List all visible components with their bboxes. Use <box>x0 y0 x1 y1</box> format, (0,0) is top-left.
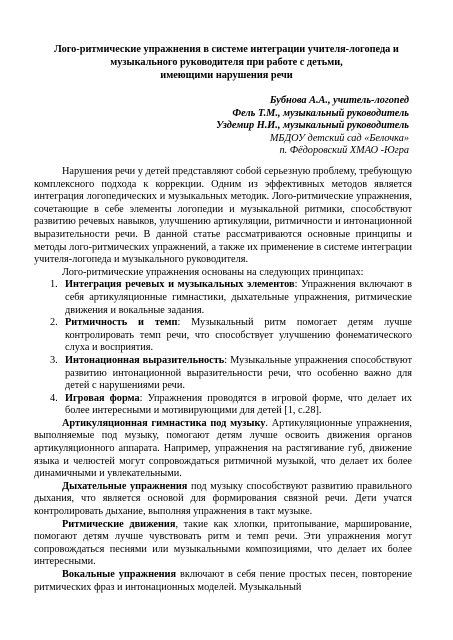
author-line: Уздемир Н.И., музыкальный руководитель <box>216 120 409 132</box>
title-line-2: музыкального руководителя при работе с детьми, <box>110 57 343 68</box>
intro-paragraph: Нарушения речи у детей представляют собой серьезную проблему, требующую комплексного подхода к коррекции. Одним из эффективных методов является интеграция логопедических и музыкальных методик. Лого-ритмические упражнения, сочетающие в себе элементы логопедии и музыкальной ритмики, способствуют развитию речевых навыков, улучшению артикуляции, ритмичности и интонационной выразительности речи. В данной статье рассматриваются основные принципы и методы лого-ритмических упражнений, а также их применение в системе интеграции учителя-логопеда и музыкального руководителя. <box>34 166 412 266</box>
list-number: 1. <box>50 279 58 291</box>
list-term: Интеграция речевых и музыкальных элементов <box>65 279 295 291</box>
paragraph-text: включают в себя пение простых песен, повторение ритмических фраз и интонационных моделей. Музыкальный <box>34 569 413 593</box>
list-term: Интонационная выразительность <box>65 354 225 366</box>
paragraph-term: Артикуляционная гимнастика под музыку <box>62 417 266 429</box>
body-paragraph <box>34 481 412 519</box>
body-paragraph <box>34 519 412 569</box>
list-number: 3. <box>50 354 58 366</box>
document-title <box>30 43 423 82</box>
institution-line: МБДОУ детский сад «Белочка» <box>269 132 409 144</box>
paragraph-text: , такие как хлопки, притопывание, марширование, помогают детям лучше чувствовать ритм и темп речи. Эти упражнения могут сопровождаться песнями или музыкальными композициями, что делает их более интересными. <box>34 518 412 568</box>
list-item <box>34 317 412 355</box>
list-term: Игровая форма <box>65 392 140 404</box>
list-item <box>34 355 412 393</box>
list-number: 2. <box>50 317 58 329</box>
list-text: : Музыкальные упражнения способствуют развитию интонационной выразительности речи, что особенно важно для детей с нарушениями речи. <box>65 354 412 392</box>
principles-list <box>34 279 412 418</box>
title-line-3: имеющими нарушения речи <box>160 70 293 81</box>
list-text: : Музыкальный ритм помогает детям лучше контролировать темп речи, что способствует улучшению фонематического слуха и восприятия. <box>65 317 412 354</box>
authors-block <box>216 95 409 158</box>
author-line: Бубнова А.А., учитель-логопед <box>269 95 409 106</box>
list-text: : Упражнения проводятся в игровой форме, что делает их более интересными и мотивирующими для детей [1, с.28]. <box>65 392 412 417</box>
paragraph-term: Ритмические движения <box>62 518 176 530</box>
author-line: Фель Т.М., музыкальный руководитель <box>232 107 409 119</box>
list-text: : Упражнения включают в себя артикуляционные гимнастики, дыхательные упражнения, ритмические движения и вокальные задания. <box>65 279 413 316</box>
list-term: Ритмичность и темп <box>65 317 178 329</box>
paragraph-term: Вокальные упражнения <box>62 569 177 580</box>
document-body <box>34 166 412 594</box>
body-paragraph <box>34 569 412 594</box>
list-item <box>34 393 412 418</box>
location-line: п. Фёдоровский ХМАО -Югра <box>279 145 409 157</box>
paragraph-text: под музыку способствуют развитию правильного дыхания, что является основой для формирования связной речи. Дети учатся контролировать дыхание, выполняя упражнения в такт музыке. <box>34 480 412 518</box>
principles-intro: Лого-ритмические упражнения основаны на следующих принципах: <box>62 266 364 278</box>
list-item <box>34 279 412 317</box>
title-line-1: Лого-ритмические упражнения в системе интеграции учителя-логопеда и <box>54 44 399 55</box>
body-paragraph <box>34 418 412 481</box>
paragraph-text: . Артикуляционные упражнения, выполняемые под музыку, помогают детям лучше освоить движения органов артикуляционного аппарата. Например, упражнения на растягивание губ, движение языка и челюстей могут сопровождаться ритмичной музыкой, что делает их более динамичными и увлекательными. <box>34 417 412 480</box>
list-number: 4. <box>50 392 58 404</box>
paragraph-term: Дыхательные упражнения <box>62 480 188 492</box>
